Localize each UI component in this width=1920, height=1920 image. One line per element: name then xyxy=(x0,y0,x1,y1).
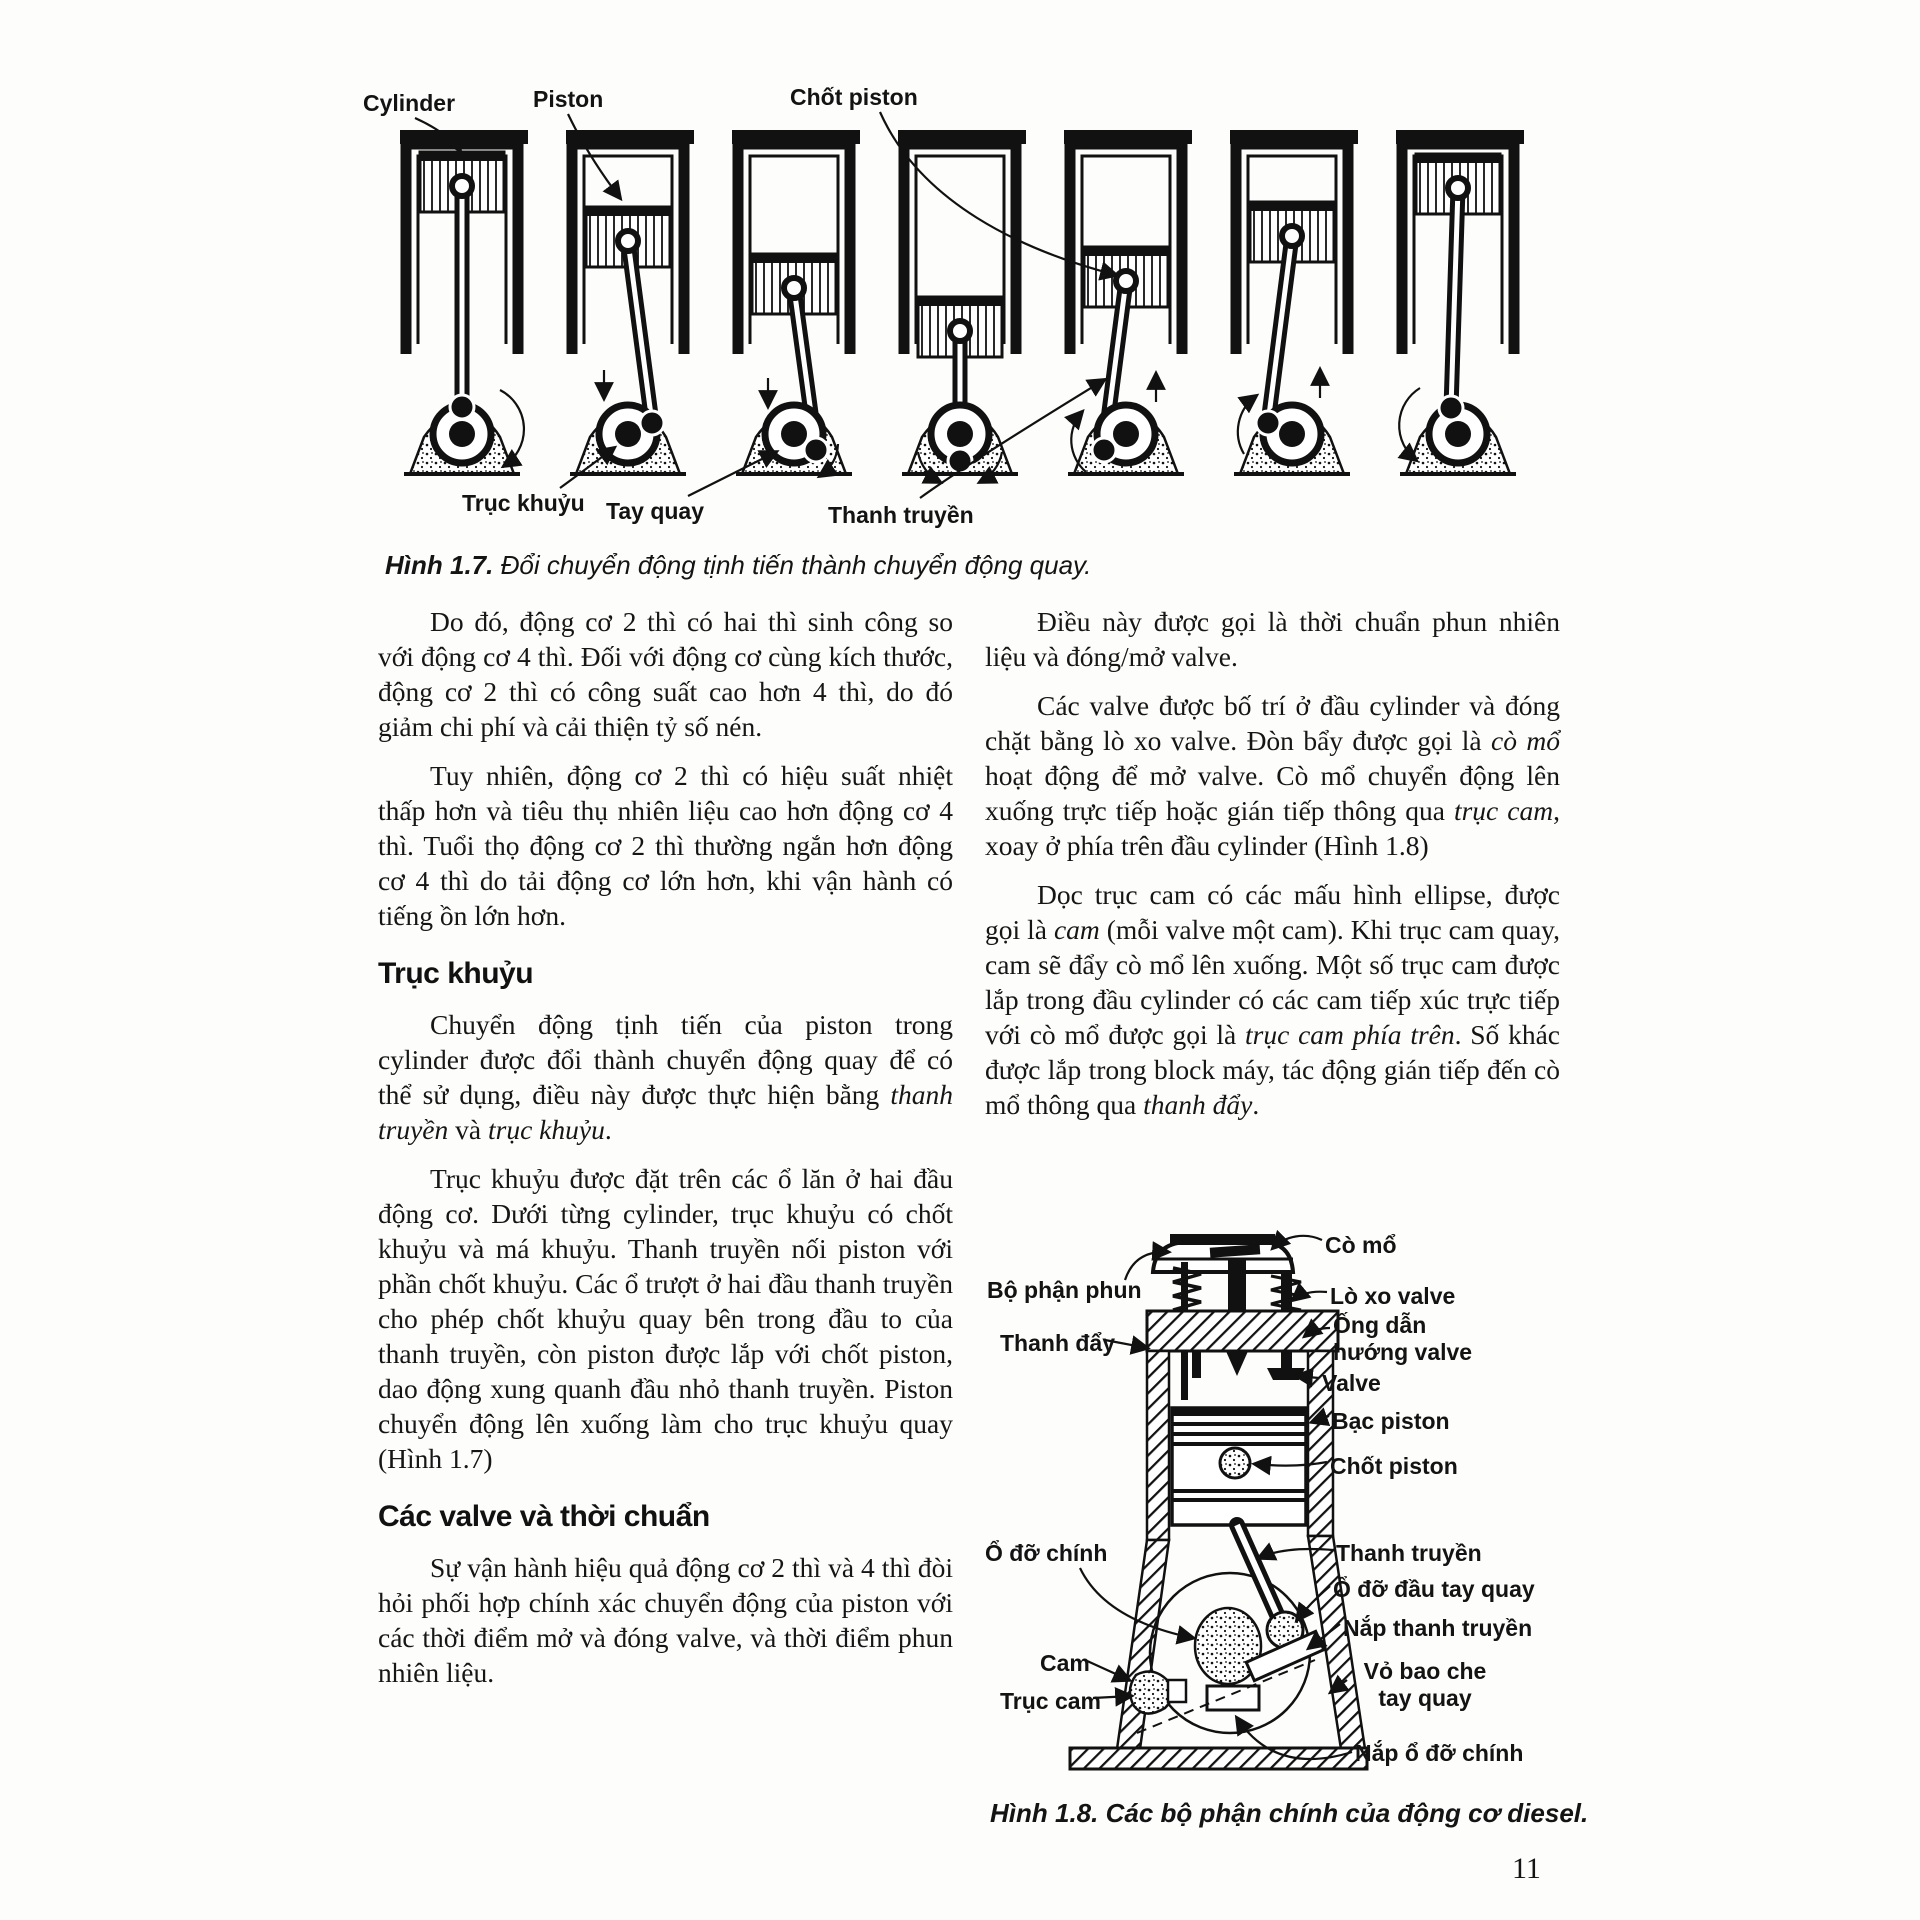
figure-label-nap-thanh-truyen: Nắp thanh truyền xyxy=(1343,1615,1533,1641)
paragraph xyxy=(378,1007,953,1147)
section-heading-truc-khuyu: Trục khuỷu xyxy=(378,957,534,990)
caption-number: Hình 1.7. xyxy=(385,550,494,580)
text-run: Dọc trục cam có các mấu hình ellipse, được gọi là xyxy=(985,879,1560,945)
figure-1-7 xyxy=(320,82,1560,552)
figure-label-co-mo: Cò mổ xyxy=(1325,1232,1397,1258)
text-run: . xyxy=(604,1114,612,1145)
italic-term: trục cam phía trên xyxy=(1245,1019,1455,1050)
paragraph: Tuy nhiên, động cơ 2 thì có hiệu suất nhiệt thấp hơn và tiêu thụ nhiên liệu cao hơn động cơ 4 thì. Tuổi thọ động cơ 2 thì thường ngắn hơn động cơ 4 thì do tải động cơ lớn hơn, khi vận hành có tiếng ồn lớn hơn. xyxy=(378,760,953,931)
section-heading-cac-valve: Các valve và thời chuẩn xyxy=(378,1500,710,1533)
figure-1-8 xyxy=(985,1228,1560,1788)
figure-label-bo-phan-phun: Bộ phận phun xyxy=(987,1277,1142,1303)
figure-label-cylinder: Cylinder xyxy=(363,90,456,116)
right-column xyxy=(985,604,1560,1136)
page-number: 11 xyxy=(1512,1852,1541,1885)
caption-text: Các bộ phận chính của động cơ diesel. xyxy=(1098,1798,1589,1828)
paragraph xyxy=(985,688,1560,863)
figure-label-o-do-dau-tay-quay: Ổ đỡ đầu tay quay xyxy=(1333,1576,1535,1602)
text-run: . Số khác được lắp trong block máy, tác động gián tiếp đến cò mổ thông qua xyxy=(985,1019,1560,1120)
italic-term: trục khuỷu xyxy=(487,1114,605,1145)
text-run: hoạt động để mở valve. Cò mổ chuyển động lên xuống trực tiếp hoặc gián tiếp thông qua xyxy=(985,760,1560,826)
caption-text: Đổi chuyển động tịnh tiến thành chuyển động quay. xyxy=(493,550,1092,580)
text-run: Chuyển động tịnh tiến của piston trong cylinder được đổi thành chuyển động quay để có thể sử dụng, điều này được thực hiện bằng xyxy=(378,1009,953,1110)
text-run: và xyxy=(448,1114,488,1145)
figure-label-piston: Piston xyxy=(533,86,604,112)
figure-1-8-caption xyxy=(990,1798,1588,1829)
figure-1-7-drawing xyxy=(320,82,1560,552)
paragraph: Trục khuỷu được đặt trên các ổ lăn ở hai đầu động cơ. Dưới từng cylinder, trục khuỷu có chốt khuỷu và má khuỷu. Thanh truyền nối piston với phần chốt khuỷu. Các ổ trượt ở hai đầu thanh truyền cho phép chốt khuỷu quay bên trong đầu to của thanh truyền, còn piston được lắp với chốt piston, dao động xung quanh đầu nhỏ thanh truyền. Piston chuyển động lên xuống làm cho trục khuỷu quay (Hình 1.7) xyxy=(378,1163,953,1474)
text-run: , xoay ở phía trên đầu cylinder (Hình 1.8) xyxy=(985,795,1560,861)
figure-label-vo-bao-che-tay-quay: Vỏ bao che tay quay xyxy=(1363,1658,1487,1711)
text-run: . xyxy=(1252,1089,1260,1120)
paragraph: Điều này được gọi là thời chuẩn phun nhiên liệu và đóng/mở valve. xyxy=(985,606,1560,672)
figure-label-bac-piston: Bạc piston xyxy=(1332,1408,1450,1434)
paragraph: Do đó, động cơ 2 thì có hai thì sinh công so với động cơ 4 thì. Đối với động cơ cùng kích thước, động cơ 2 thì có công suất cao hơn 4 thì, do đó giảm chi phí và cải thiện tỷ số nén. xyxy=(378,606,953,742)
figure-label-truc-cam: Trục cam xyxy=(1000,1688,1101,1714)
text-run: Các valve được bố trí ở đầu cylinder và đóng chặt bằng lò xo valve. Đòn bẩy được gọi là xyxy=(985,690,1560,756)
italic-term: trục cam xyxy=(1453,795,1554,826)
paragraph: Sự vận hành hiệu quả động cơ 2 thì và 4 thì đòi hỏi phối hợp chính xác chuyển động của piston với các thời điểm mở và đóng valve, và thời điểm phun nhiên liệu. xyxy=(378,1552,953,1688)
text-run: (mỗi valve một cam). Khi trục cam quay, cam sẽ đẩy cò mổ lên xuống. Một số trục cam được lắp trong đầu cylinder có các cam tiếp xúc trực tiếp với cò mổ được gọi là xyxy=(985,914,1560,1050)
figure-label-thanh-truyen: Thanh truyền xyxy=(1336,1540,1482,1566)
italic-term: thanh truyền xyxy=(378,1079,953,1145)
figure-label-thanh-day: Thanh đẩy xyxy=(1000,1330,1116,1356)
figure-label-o-do-chinh: Ổ đỡ chính xyxy=(985,1540,1108,1566)
figure-label-thanh-truyen: Thanh truyền xyxy=(828,502,974,528)
paragraph xyxy=(985,877,1560,1122)
italic-term: cò mổ xyxy=(1491,725,1560,756)
left-column xyxy=(378,604,953,1704)
italic-term: thanh đẩy xyxy=(1143,1089,1253,1120)
italic-term: cam xyxy=(1053,914,1100,945)
figure-1-7-caption xyxy=(385,550,1091,581)
figure-label-chot-piston: Chốt piston xyxy=(790,84,918,110)
figure-label-tay-quay: Tay quay xyxy=(606,498,704,524)
figure-label-nap-o-do-chinh: Nắp ổ đỡ chính xyxy=(1355,1740,1524,1766)
figure-label-valve: Valve xyxy=(1322,1370,1381,1396)
figure-label-lo-xo-valve: Lò xo valve xyxy=(1330,1283,1456,1309)
figure-label-cam: Cam xyxy=(1040,1650,1090,1676)
caption-number: Hình 1.8. xyxy=(990,1798,1099,1828)
figure-label-chot-piston: Chốt piston xyxy=(1330,1453,1458,1479)
figure-label-truc-khuyu: Trục khuỷu xyxy=(462,490,585,516)
figure-label-ong-dan-huong-valve: Ống dẫn hướng valve xyxy=(1333,1312,1473,1365)
